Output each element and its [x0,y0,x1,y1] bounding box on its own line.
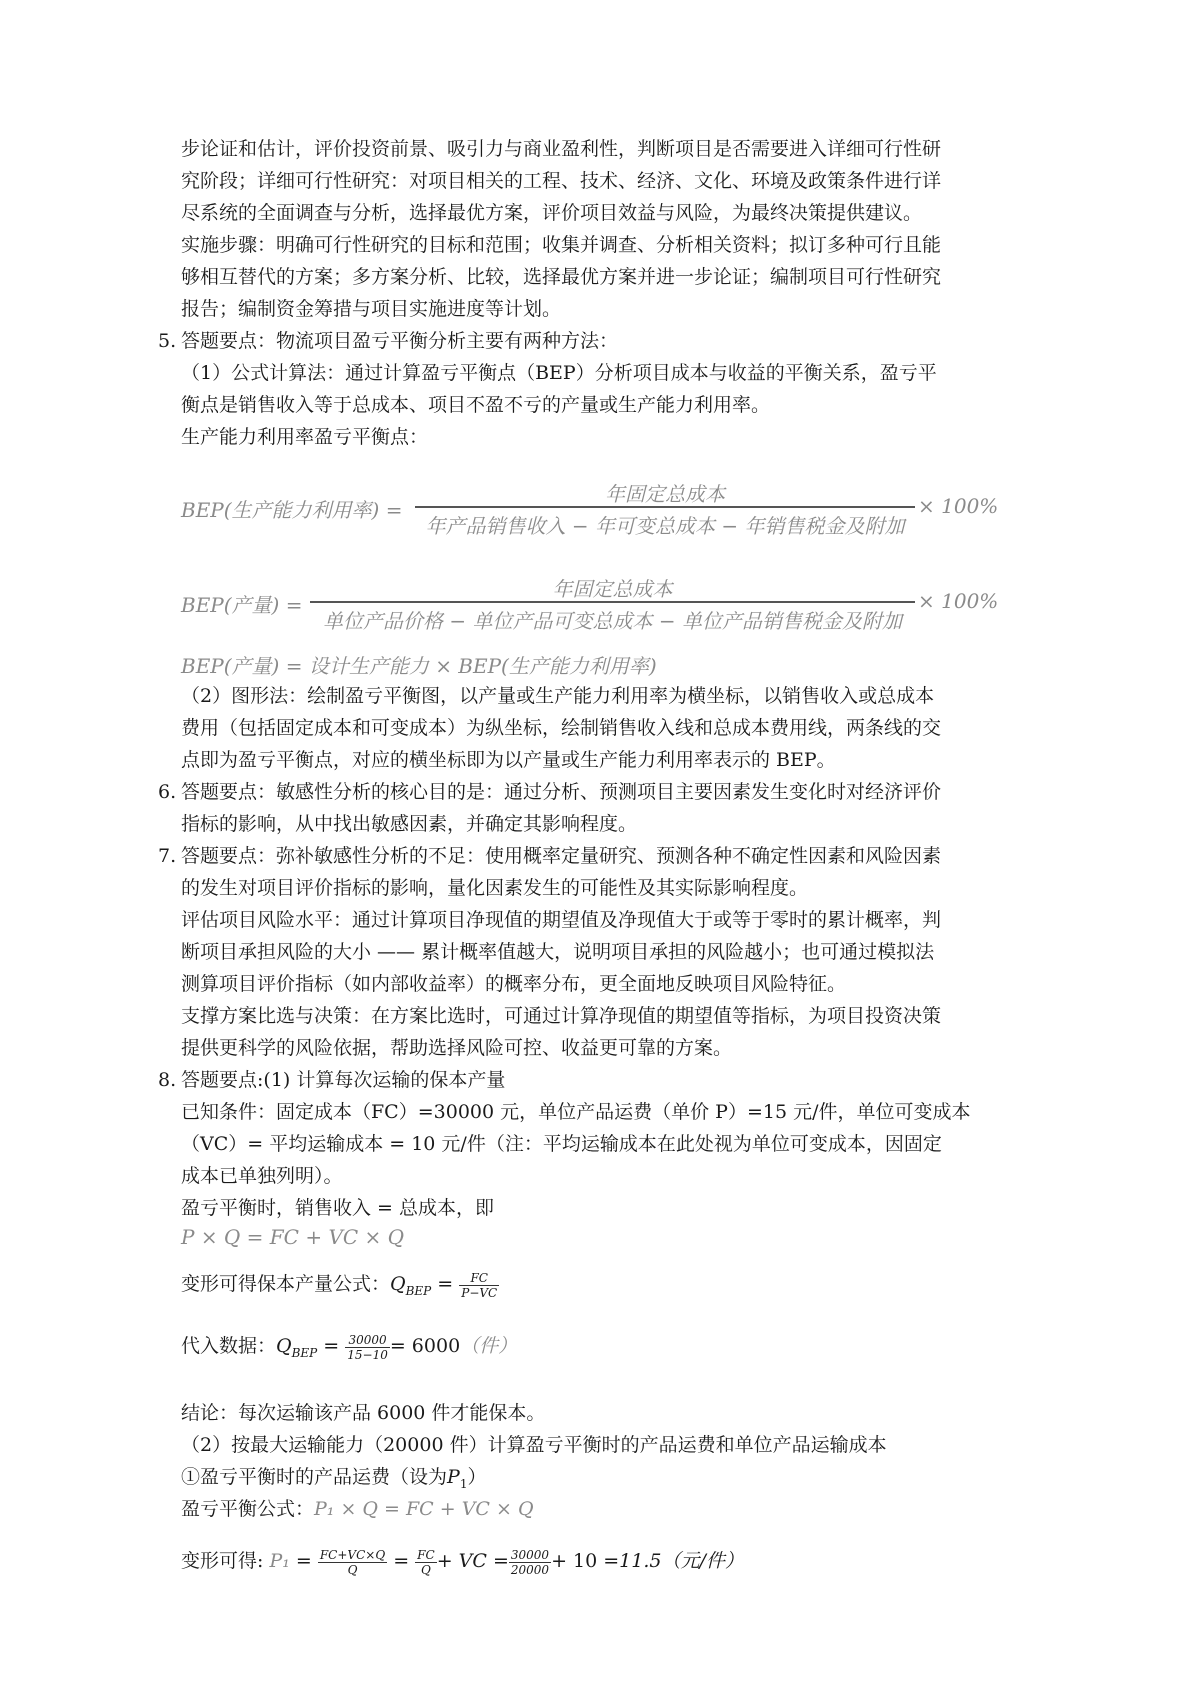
q8-eq1: P × Q = FC + VC × Q [181,1225,405,1249]
q8-qbep-q: Q [390,1273,406,1295]
q7-line-7: 提供更科学的风险依据，帮助选择风险可控、收益更可靠的方案。 [181,1037,733,1059]
formula2-denominator: 单位产品价格 − 单位产品可变总成本 − 单位产品销售税金及附加 [323,609,902,633]
q8-bianxing-label: 变形可得保本产量公式： [181,1273,391,1295]
q8-qbep-den: P−VC [461,1285,498,1300]
q8-qbep-num: FC [459,1271,499,1286]
q8-part2-sub-end: ） [467,1466,487,1488]
q8-part2-title: （2）按最大运输能力（20000 件）计算盈亏平衡时的产品运费和单位产品运输成本 [181,1434,887,1456]
q8-dairu-q-letter: Q [276,1335,292,1357]
q8-bx-frac1 [318,1548,387,1577]
q8-qbep-fraction [459,1271,499,1300]
q8-conclusion: 结论：每次运输该产品 6000 件才能保本。 [181,1402,546,1424]
q8-dairu-unit: （件） [460,1335,518,1357]
q8-part2-var-idx: 1 [459,1476,468,1491]
q7-number: 7. [158,845,177,867]
q8-line-5: 盈亏平衡时，销售收入 = 总成本，即 [181,1197,494,1219]
q8-bianxing-line [181,1268,499,1307]
q8-dairu-label: 代入数据： [181,1335,277,1357]
q8-bx-den3: 20000 [510,1562,550,1577]
q5-graph-line-3: 点即为盈亏平衡点，对应的横坐标即为以产量或生产能力利用率表示的 BEP。 [181,749,836,771]
q5-number: 5. [158,330,177,352]
q8-bx-frac3 [509,1548,551,1577]
q8-line-1: 答题要点:(1) 计算每次运输的保本产量 [181,1069,506,1091]
q8-bx-result: 11.5 [619,1550,662,1572]
q8-dairu-q: $Q_{BEP}$ = [276,1335,346,1360]
formula1-bar [415,506,915,508]
q7-line-1: 答题要点：弥补敏感性分析的不足：使用概率定量研究、预测各种不确定性因素和风险因素 [181,845,942,867]
q7-line-3: 评估项目风险水平：通过计算项目净现值的期望值及净现值大于或等于零时的累计概率，判 [181,909,942,931]
formula1-numerator: 年固定总成本 [605,482,725,506]
q8-p1: P₁ [269,1550,290,1572]
q5-line-1: 答题要点：物流项目盈亏平衡分析主要有两种方法： [181,330,619,352]
formula2-bar [310,601,915,603]
q8-gongshi-line [181,1493,534,1525]
q8-part2-var [447,1466,468,1491]
q8-part2-sub-text: ①盈亏平衡时的产品运费（设为 [181,1466,448,1488]
q7-line-2: 的发生对项目评价指标的影响，量化因素发生的可能性及其实际影响程度。 [181,877,809,899]
q6-number: 6. [158,781,177,803]
q8-bx-num2: FC [417,1547,435,1562]
intro-line-2: 究阶段；详细可行性研究：对项目相关的工程、技术、经济、文化、环境及政策条件进行详 [181,170,942,192]
q8-number: 8. [158,1069,177,1091]
q8-bx-den1: Q [347,1562,358,1577]
q7-line-4: 断项目承担风险的大小 —— 累计概率值越大，说明项目承担的风险越小；也可通过模拟法 [181,941,935,963]
q8-dairu-q-sub: BEP [291,1345,318,1360]
formula2-left: BEP(产量) = [181,593,303,617]
formula3: BEP(产量) = 设计生产能力 × BEP(生产能力利用率) [181,654,657,678]
q8-line-2: 已知条件：固定成本（FC）=30000 元，单位产品运费（单价 P）=15 元/件，单位可变成本 [181,1101,971,1123]
intro-line-5: 够相互替代的方案；多方案分析、比较，选择最优方案并进一步论证；编制项目可行性研究 [181,266,942,288]
q8-dairu-den: 15−10 [347,1347,388,1362]
intro-line-4: 实施步骤：明确可行性研究的目标和范围；收集并调查、分析相关资料；拟订多种可行且能 [181,234,942,256]
q8-dairu-line [181,1330,517,1369]
intro-line-1: 步论证和估计，评价投资前景、吸引力与商业盈利性，判断项目是否需要进入详细可行性研 [181,138,942,160]
formula1-denominator: 年产品销售收入 − 年可变总成本 − 年销售税金及附加 [425,514,905,538]
q8-gongshi-eq: P₁ × Q = FC + VC × Q [314,1498,534,1520]
formula2-numerator: 年固定总成本 [552,577,673,601]
q8-dairu-num: 30000 [345,1333,390,1348]
q8-line-4: 成本已单独列明）。 [181,1165,343,1187]
formula1-left: BEP(生产能力利用率) = [181,498,403,522]
q5-line-2: （1）公式计算法：通过计算盈亏平衡点（BEP）分析项目成本与收益的平衡关系，盈亏平 [181,362,937,384]
q8-qbep-sub: BEP [405,1283,432,1298]
q8-dairu-result: = 6000 [389,1335,461,1357]
q7-line-6: 支撑方案比选与决策：在方案比选时，可通过计算净现值的期望值等指标，为项目投资决策 [181,1005,942,1027]
q6-line-2: 指标的影响，从中找出敏感因素，并确定其影响程度。 [181,813,638,835]
q5-line-3: 衡点是销售收入等于总成本、项目不盈不亏的产量或生产能力利用率。 [181,394,771,416]
q8-bx-num1: FC+VC×Q [319,1547,386,1562]
q8-bx-plus: + 10 = [551,1550,620,1572]
intro-line-3: 尽系统的全面调查与分析，选择最优方案，评价项目效益与风险，为最终决策提供建议。 [181,202,923,224]
q6-line-1: 答题要点：敏感性分析的核心目的是：通过分析、预测项目主要因素发生变化时对经济评价 [181,781,942,803]
q8-bx-num3: 30000 [510,1547,550,1562]
q8-bx-den2: Q [421,1562,431,1577]
q8-part2-var-letter: P [447,1466,460,1488]
q8-bx-vc: + VC = [436,1550,509,1572]
q8-bianxing2-line: 变形可得: P₁ = $\frac{FC+VC\times Q}{Q}$ = $\frac{FC}{Q}$ + VC = $\frac{30000}{20000}$ + 10 =11.5（元/件） [181,1547,744,1577]
q8-dairu-fraction [345,1333,390,1362]
q5-line-4: 生产能力利用率盈亏平衡点： [181,426,429,448]
formula1-right: × 100% [918,494,999,518]
q8-line-3: （VC）= 平均运输成本 = 10 元/件（注：平均运输成本在此处视为单位可变成本，因固定 [181,1133,942,1155]
q8-qbep-symbol: $Q_{BEP}$ = [390,1273,460,1298]
q8-bx-unit: （元/件） [661,1550,744,1572]
q7-line-5: 测算项目评价指标（如内部收益率）的概率分布，更全面地反映项目风险特征。 [181,973,847,995]
q8-bx-frac2 [415,1548,437,1577]
q5-graph-line-1: （2）图形法：绘制盈亏平衡图，以产量或生产能力利用率为横坐标，以销售收入或总成本 [181,685,935,707]
q8-bianxing2-label: 变形可得: [181,1550,270,1572]
formula2-right: × 100% [918,589,999,613]
q5-graph-line-2: 费用（包括固定成本和可变成本）为纵坐标，绘制销售收入线和总成本费用线，两条线的交 [181,717,942,739]
q8-gongshi-label: 盈亏平衡公式： [181,1498,315,1520]
intro-line-6: 报告；编制资金筹措与项目实施进度等计划。 [181,298,562,320]
